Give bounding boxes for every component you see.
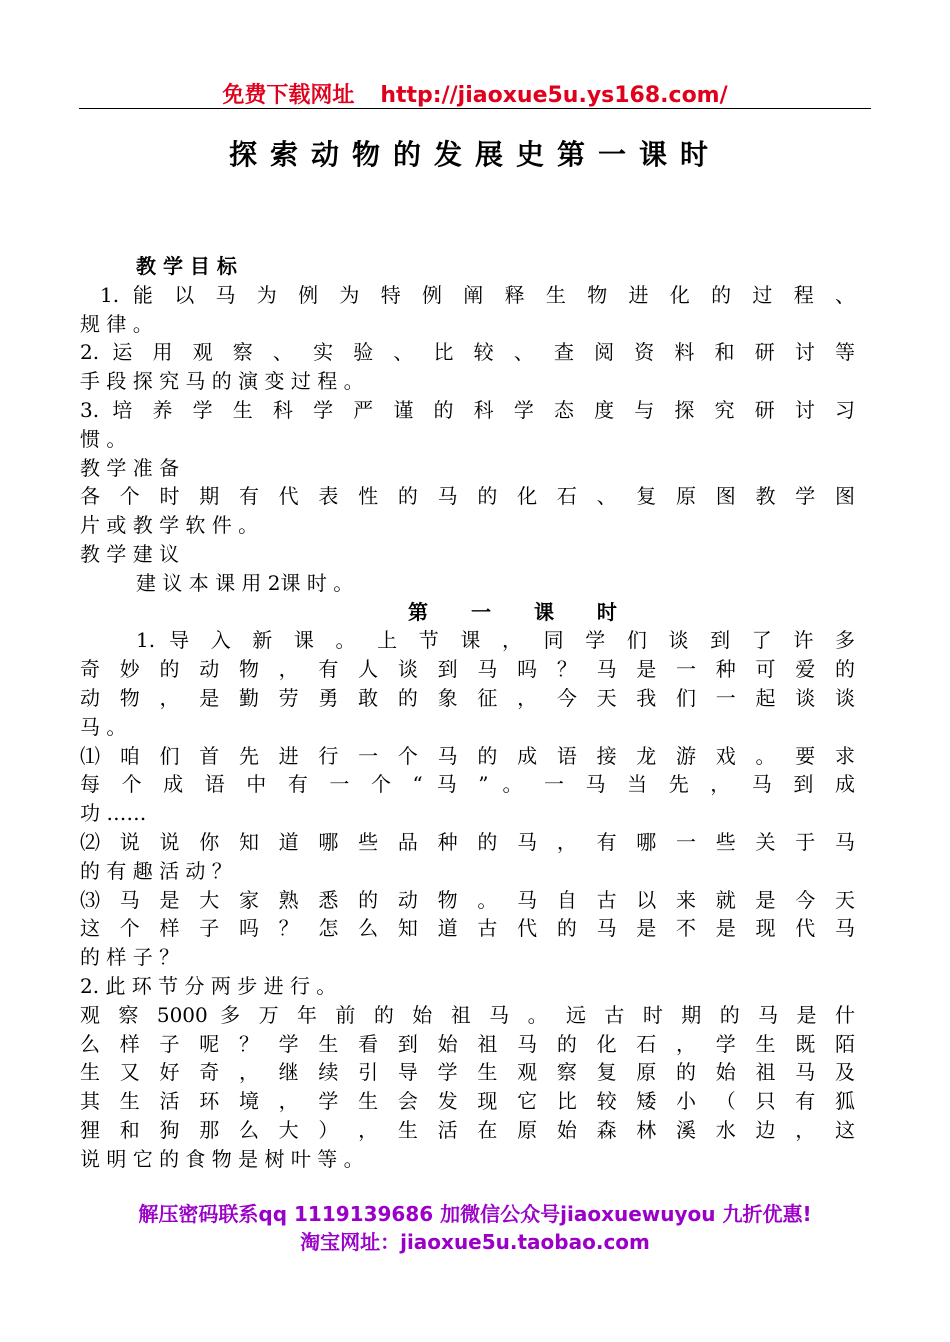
document-title: 探索动物的发展史第一课时 [228, 138, 721, 171]
text-line: 教 学 建 议 [80, 541, 180, 566]
text-line: 这 个 样 子 吗 ？ 怎 么 知 道 古 代 的 马 是 不 是 现 代 马 [80, 916, 855, 941]
footer-shop-link[interactable]: 淘宝网址：jiaoxue5u.taobao.com [300, 1230, 650, 1254]
text-line: 教 学 目 标 [136, 254, 237, 278]
text-line: 规 律 。 [80, 311, 153, 336]
text-line: 2. 运 用 观 察 、 实 验 、 比 较 、 查 阅 资 料 和 研 讨 等 [80, 340, 855, 365]
text-line: 建 议 本 课 用 2课 时 。 [136, 570, 354, 595]
text-line: 其 生 活 环 境 ， 学 生 会 发 现 它 比 较 矮 小 （ 只 有 狐 [80, 1089, 855, 1114]
footer-contact: 解压密码联系qq 1119139686 加微信公众号jiaoxuewuyou 九折优惠! [138, 1202, 812, 1226]
text-line: 马 。 [80, 714, 127, 739]
download-label: 免费下载网址 [222, 83, 355, 108]
text-line: 手 段 探 究 马 的 演 变 过 程 。 [80, 369, 364, 394]
text-line: 2. 此 环 节 分 两 步 进 行 。 [80, 973, 337, 998]
text-line: 教 学 准 备 [80, 455, 180, 480]
text-line: 1. 导 入 新 课 。 上 节 课 ， 同 学 们 谈 到 了 许 多 [136, 628, 855, 653]
text-line: 的 样 子 ？ [80, 945, 180, 970]
text-line: ⑶ 马 是 大 家 熟 悉 的 动 物 。 马 自 古 以 来 就 是 今 天 [80, 887, 855, 912]
text-line: 的 有 趣 活 动 ？ [80, 858, 232, 883]
text-line: 1. 能 以 马 为 例 为 特 例 阐 释 生 物 进 化 的 过 程 、 [100, 282, 855, 307]
text-line: 每 个 成 语 中 有 一 个 “ 马 ” 。 一 马 当 先 ， 马 到 成 [80, 772, 855, 797]
text-line: 说 明 它 的 食 物 是 树 叶 等 。 [80, 1146, 364, 1171]
text-line: 观 察 5000 多 万 年 前 的 始 祖 马 。 远 古 时 期 的 马 是 什 [80, 1002, 855, 1027]
text-line: 奇 妙 的 动 物 ， 有 人 谈 到 马 吗 ？ 马 是 一 种 可 爱 的 [80, 657, 855, 682]
text-line: 狸 和 狗 那 么 大 ） ， 生 活 在 原 始 森 林 溪 水 边 ， 这 [80, 1117, 855, 1142]
text-line: ⑴ 咱 们 首 先 进 行 一 个 马 的 成 语 接 龙 游 戏 。 要 求 [80, 743, 855, 768]
text-line: ⑵ 说 说 你 知 道 哪 些 品 种 的 马 ， 有 哪 一 些 关 于 马 [80, 829, 855, 854]
document-body [80, 252, 855, 1174]
text-line: 惯 。 [80, 426, 127, 451]
download-url-link[interactable]: http://jiaoxue5u.ys168.com/ [380, 83, 728, 108]
text-line: 功 …… [80, 801, 147, 826]
download-header [0, 78, 950, 109]
text-line: 3. 培 养 学 生 科 学 严 谨 的 科 学 态 度 与 探 究 研 讨 习 [80, 397, 855, 422]
header-divider [79, 108, 871, 109]
text-line: 片 或 教 学 软 件 。 [80, 513, 259, 538]
text-line: 动 物 ， 是 勤 劳 勇 敢 的 象 征 ， 今 天 我 们 一 起 谈 谈 [80, 685, 855, 710]
text-line: 生 又 好 奇 ， 继 续 引 导 学 生 观 察 复 原 的 始 祖 马 及 [80, 1060, 855, 1085]
text-line: 各 个 时 期 有 代 表 性 的 马 的 化 石 、 复 原 图 教 学 图 [80, 484, 855, 509]
text-line: 么 样 子 呢 ？ 学 生 看 到 始 祖 马 的 化 石 ， 学 生 既 陌 [80, 1031, 855, 1056]
text-line: 第 一 课 时 [408, 599, 635, 624]
